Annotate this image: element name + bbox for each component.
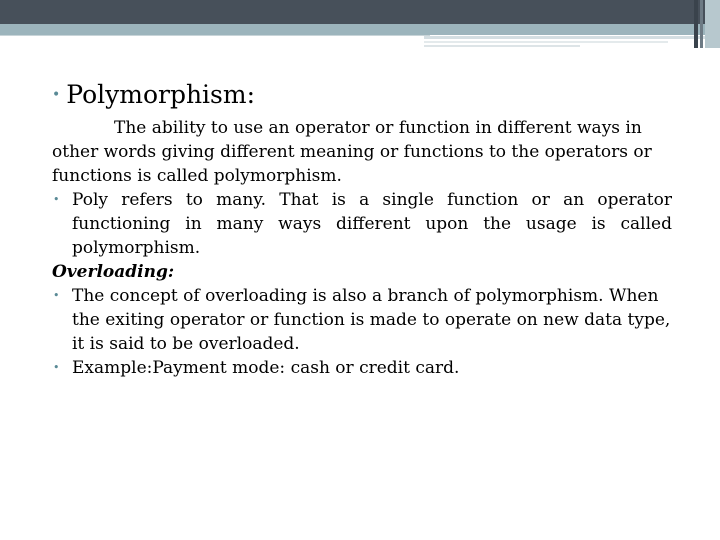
bullet-text: The concept of overloading is also a branch of polymorphism. When the exiting operator or function is made to operate on new data type, it is said to be overloaded. [72,286,671,354]
corner-bar [694,0,698,48]
title-text: Polymorphism: [66,80,256,109]
poly-bullet [52,188,672,260]
bullet-icon: • [53,289,60,302]
header-accent-band [0,24,720,35]
header-band [0,0,720,24]
decorative-stripe [424,45,580,47]
bullet-icon: • [52,87,61,103]
corner-bar [700,0,703,48]
bullet-text: Poly refers to many. That is a single function or an operator functioning in many ways different upon the usage is called polymorphism. [72,190,672,258]
overloading-heading: Overloading: [52,262,175,282]
decorative-stripe [0,35,430,36]
bullet-icon: • [53,361,60,374]
corner-decoration [694,0,720,48]
example-bullet [52,356,672,380]
bullet-icon: • [53,193,60,206]
slide-content [52,78,672,380]
decorative-stripe [424,36,720,39]
overloading-bullet [52,284,672,356]
bullet-text: Example:Payment mode: cash or credit card. [72,358,460,378]
definition-paragraph: The ability to use an operator or function in different ways in other words giving different meaning or functions to the operators or functions is called polymorphism. [52,118,652,186]
corner-bar [705,0,720,48]
decorative-stripe [424,41,668,43]
slide-title [52,78,672,112]
